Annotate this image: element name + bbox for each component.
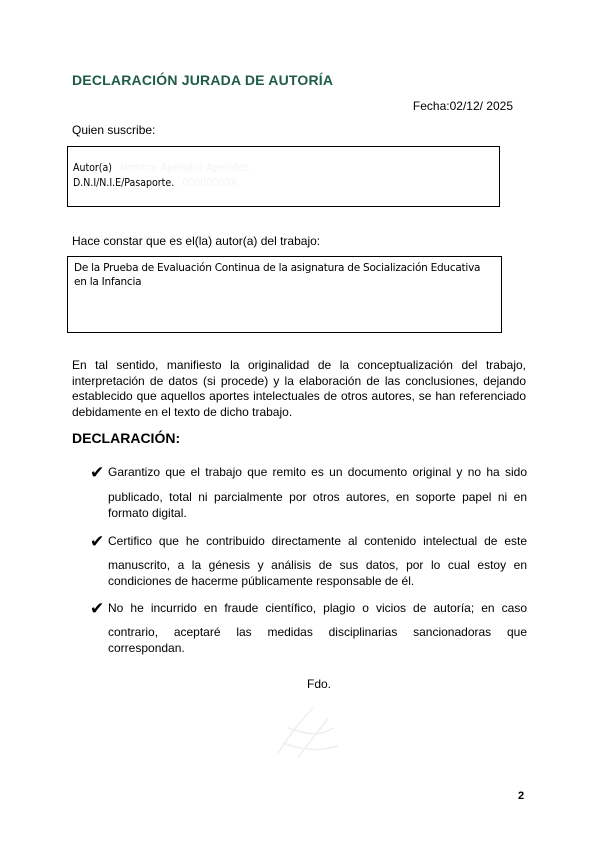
originality-paragraph: En tal sentido, manifiesto la originalidad de la conceptualización del trabajo, interpretación de datos (si procede) y la elaboración de las conclusiones, dejando establecido que aquellos aportes intelectuales de otros autores, se han referenciado debidamente en el texto de dicho trabajo.: [72, 358, 526, 419]
page-number: 2: [518, 790, 525, 802]
item-first-line: Certifico que he contribuido directamente al contenido intelectual de este: [108, 534, 527, 548]
item-rest: manuscrito, a la génesis y análisis de sus datos, por lo cual estoy en condiciones de hacerme públicamente responsable de él.: [108, 558, 527, 588]
item-rest: contrario, aceptaré las medidas disciplinarias sancionadoras que correspondan.: [108, 625, 527, 655]
checkmark-icon: ✔: [90, 532, 105, 551]
item-first-line: No he incurrido en fraude científico, plagio o vicios de autoría; en caso: [108, 601, 527, 615]
id-line: [73, 177, 237, 189]
item-rest: publicado, total ni parcialmente por otros autores, en soporte papel ni en formato digital.: [108, 490, 527, 520]
signature-label: Fdo.: [307, 677, 332, 691]
date-label: Fecha:: [412, 99, 450, 113]
intro-label: Quien suscribe:: [72, 123, 156, 137]
author-label: Autor(a): [73, 162, 112, 174]
author-line: [73, 162, 249, 174]
date-value: 02/12/ 2025: [449, 99, 513, 113]
work-title-box: [67, 256, 502, 333]
id-value: 00000000X: [182, 177, 237, 189]
work-title: De la Prueba de Evaluación Continua de la asignatura de Socialización Educativa en la Infancia: [74, 262, 481, 288]
item-first-line: Garantizo que el trabajo que remito es un documento original y no ha sido: [108, 465, 527, 479]
date-line: [413, 99, 513, 113]
author-box: [67, 146, 500, 207]
id-label: D.N.I/N.I.E/Pasaporte.: [73, 177, 175, 189]
document-title: DECLARACIÓN JURADA DE AUTORÍA: [72, 72, 334, 88]
author-value: Nombre Apellidos Apellidos: [119, 162, 250, 174]
checkmark-icon: ✔: [90, 599, 105, 618]
checkmark-icon: ✔: [90, 463, 105, 482]
signature-image: [268, 698, 348, 768]
claim-label: Hace constar que es el(la) autor(a) del trabajo:: [72, 234, 321, 248]
declaration-heading: DECLARACIÓN:: [72, 430, 181, 446]
